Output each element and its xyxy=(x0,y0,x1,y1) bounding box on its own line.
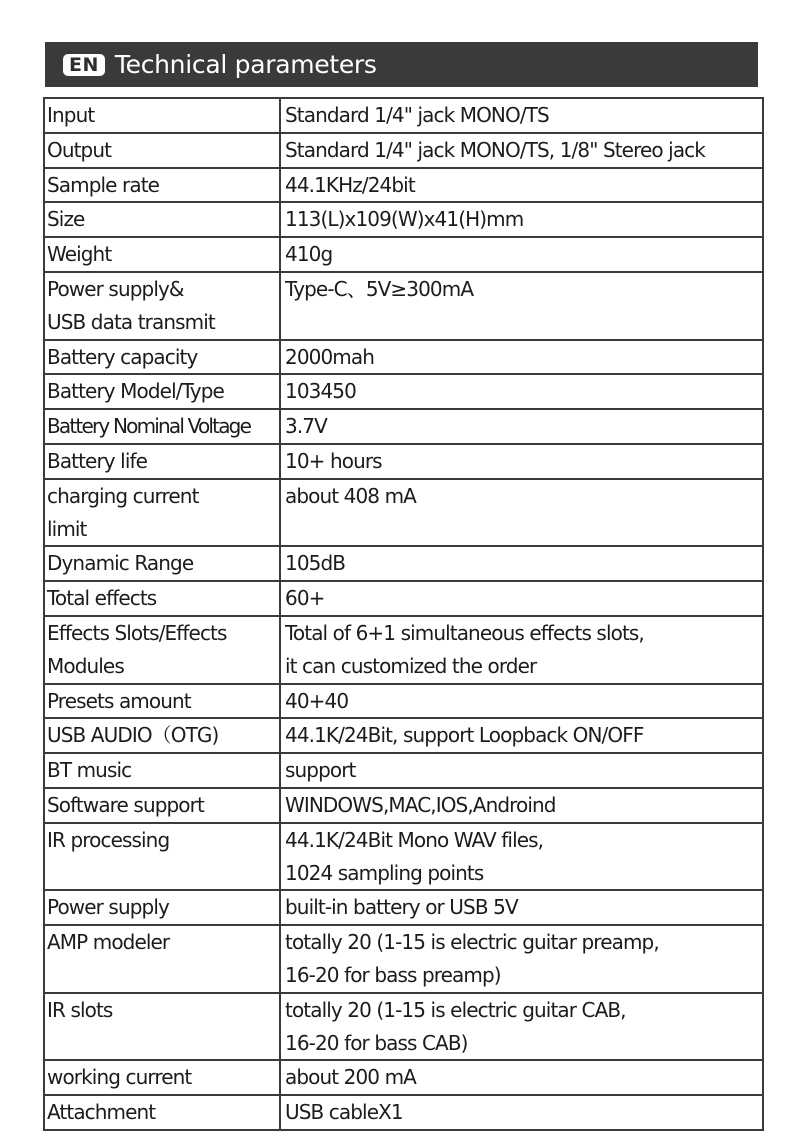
spec-value xyxy=(280,993,763,1061)
value-line: about 200 mA xyxy=(285,1065,416,1090)
spec-value xyxy=(280,374,763,409)
table-row xyxy=(44,202,763,237)
table-row xyxy=(44,133,763,168)
value-line: 1024 sampling points xyxy=(285,860,484,885)
language-badge: EN xyxy=(63,54,105,76)
table-row xyxy=(44,237,763,272)
table-row xyxy=(44,479,763,547)
label-line: USB data transmit xyxy=(47,309,215,334)
spec-label xyxy=(44,753,280,788)
spec-value xyxy=(280,1060,763,1095)
value-line: built-in battery or USB 5V xyxy=(285,895,518,920)
value-line: 44.1K/24Bit, support Loopback ON/OFF xyxy=(285,723,644,748)
spec-value xyxy=(280,133,763,168)
table-row xyxy=(44,788,763,823)
table-row xyxy=(44,823,763,891)
spec-label xyxy=(44,890,280,925)
spec-value xyxy=(280,202,763,237)
table-row xyxy=(44,753,763,788)
table-row xyxy=(44,890,763,925)
spec-label xyxy=(44,98,280,133)
label-line: Battery life xyxy=(47,448,148,473)
table-row xyxy=(44,272,763,340)
value-line: about 408 mA xyxy=(285,483,416,508)
table-row xyxy=(44,546,763,581)
spec-label xyxy=(44,237,280,272)
spec-label xyxy=(44,616,280,684)
table-row xyxy=(44,993,763,1061)
value-line: 44.1KHz/24bit xyxy=(285,172,415,197)
section-header xyxy=(45,42,758,87)
spec-value xyxy=(280,168,763,203)
table-row xyxy=(44,581,763,616)
value-line: totally 20 (1-15 is electric guitar CAB, xyxy=(285,997,626,1022)
label-line: Total effects xyxy=(47,586,157,611)
value-line: Standard 1/4" jack MONO/TS, 1/8" Stereo jack xyxy=(285,137,705,162)
label-line: Modules xyxy=(47,653,124,678)
spec-label xyxy=(44,925,280,993)
spec-label xyxy=(44,581,280,616)
spec-label xyxy=(44,374,280,409)
value-line: WINDOWS,MAC,IOS,Androind xyxy=(285,792,556,817)
label-line: IR slots xyxy=(47,997,113,1022)
label-line: Battery capacity xyxy=(47,344,198,369)
value-line: 410g xyxy=(285,242,333,267)
label-line: Sample rate xyxy=(47,172,160,197)
spec-value xyxy=(280,718,763,753)
value-line: 60+ xyxy=(285,586,325,611)
value-line: Total of 6+1 simultaneous effects slots, xyxy=(285,620,644,645)
label-line: Battery Model/Type xyxy=(47,379,224,404)
spec-label xyxy=(44,444,280,479)
label-line: Power supply xyxy=(47,895,169,920)
table-row xyxy=(44,684,763,719)
label-line: charging current xyxy=(47,483,199,508)
spec-value xyxy=(280,788,763,823)
spec-value xyxy=(280,925,763,993)
spec-label xyxy=(44,546,280,581)
spec-label xyxy=(44,788,280,823)
label-line: BT music xyxy=(47,758,132,783)
value-line: support xyxy=(285,758,356,783)
spec-value xyxy=(280,581,763,616)
value-line: USB cableX1 xyxy=(285,1100,403,1125)
value-line: it can customized the order xyxy=(285,653,537,678)
spec-value xyxy=(280,98,763,133)
spec-label xyxy=(44,133,280,168)
label-line: Presets amount xyxy=(47,688,191,713)
table-row xyxy=(44,168,763,203)
table-row xyxy=(44,1095,763,1130)
spec-value xyxy=(280,823,763,891)
spec-label xyxy=(44,168,280,203)
spec-value xyxy=(280,890,763,925)
table-row xyxy=(44,409,763,444)
spec-label xyxy=(44,479,280,547)
label-line: working current xyxy=(47,1065,192,1090)
spec-label xyxy=(44,823,280,891)
table-row xyxy=(44,98,763,133)
value-line: 105dB xyxy=(285,551,346,576)
spec-label xyxy=(44,684,280,719)
table-row xyxy=(44,718,763,753)
label-line: limit xyxy=(47,516,87,541)
spec-label xyxy=(44,272,280,340)
label-line: Output xyxy=(47,137,112,162)
table-row xyxy=(44,1060,763,1095)
value-line: 10+ hours xyxy=(285,448,382,473)
spec-value xyxy=(280,444,763,479)
label-line: Effects Slots/Effects xyxy=(47,620,227,645)
value-line: 40+40 xyxy=(285,688,349,713)
spec-value xyxy=(280,753,763,788)
spec-value xyxy=(280,684,763,719)
spec-label xyxy=(44,202,280,237)
label-line: Power supply& xyxy=(47,276,184,301)
label-line: Size xyxy=(47,207,85,232)
value-line: 113(L)x109(W)x41(H)mm xyxy=(285,207,524,232)
value-line: Standard 1/4" jack MONO/TS xyxy=(285,103,549,127)
value-line: 44.1K/24Bit Mono WAV files, xyxy=(285,827,544,852)
value-line: 16-20 for bass CAB) xyxy=(285,1030,468,1055)
label-line: Battery Nominal Voltage xyxy=(47,414,251,439)
label-line: IR processing xyxy=(47,827,170,852)
spec-label xyxy=(44,1095,280,1130)
label-line: Input xyxy=(47,103,95,127)
value-line: 103450 xyxy=(285,379,356,404)
spec-value xyxy=(280,340,763,375)
table-row xyxy=(44,444,763,479)
table-row xyxy=(44,374,763,409)
spec-label xyxy=(44,993,280,1061)
value-line: totally 20 (1-15 is electric guitar preamp, xyxy=(285,930,659,955)
spec-label xyxy=(44,409,280,444)
label-line: Weight xyxy=(47,242,112,267)
label-line: Attachment xyxy=(47,1100,156,1125)
label-line: USB AUDIO（OTG) xyxy=(47,723,219,748)
table-row xyxy=(44,925,763,993)
spec-value xyxy=(280,479,763,547)
value-line: 3.7V xyxy=(285,414,327,439)
spec-value xyxy=(280,409,763,444)
spec-label xyxy=(44,718,280,753)
spec-value xyxy=(280,272,763,340)
value-line: 2000mah xyxy=(285,344,375,369)
label-line: AMP modeler xyxy=(47,930,170,955)
spec-table xyxy=(43,97,764,1131)
spec-value xyxy=(280,1095,763,1130)
value-line: Type-C、5V≥300mA xyxy=(285,276,474,301)
spec-value xyxy=(280,616,763,684)
value-line: 16-20 for bass preamp) xyxy=(285,962,501,987)
table-row xyxy=(44,616,763,684)
spec-label xyxy=(44,340,280,375)
section-title: Technical parameters xyxy=(114,50,377,79)
table-row xyxy=(44,340,763,375)
spec-label xyxy=(44,1060,280,1095)
spec-value xyxy=(280,546,763,581)
label-line: Software support xyxy=(47,792,204,817)
spec-value xyxy=(280,237,763,272)
label-line: Dynamic Range xyxy=(47,551,194,576)
